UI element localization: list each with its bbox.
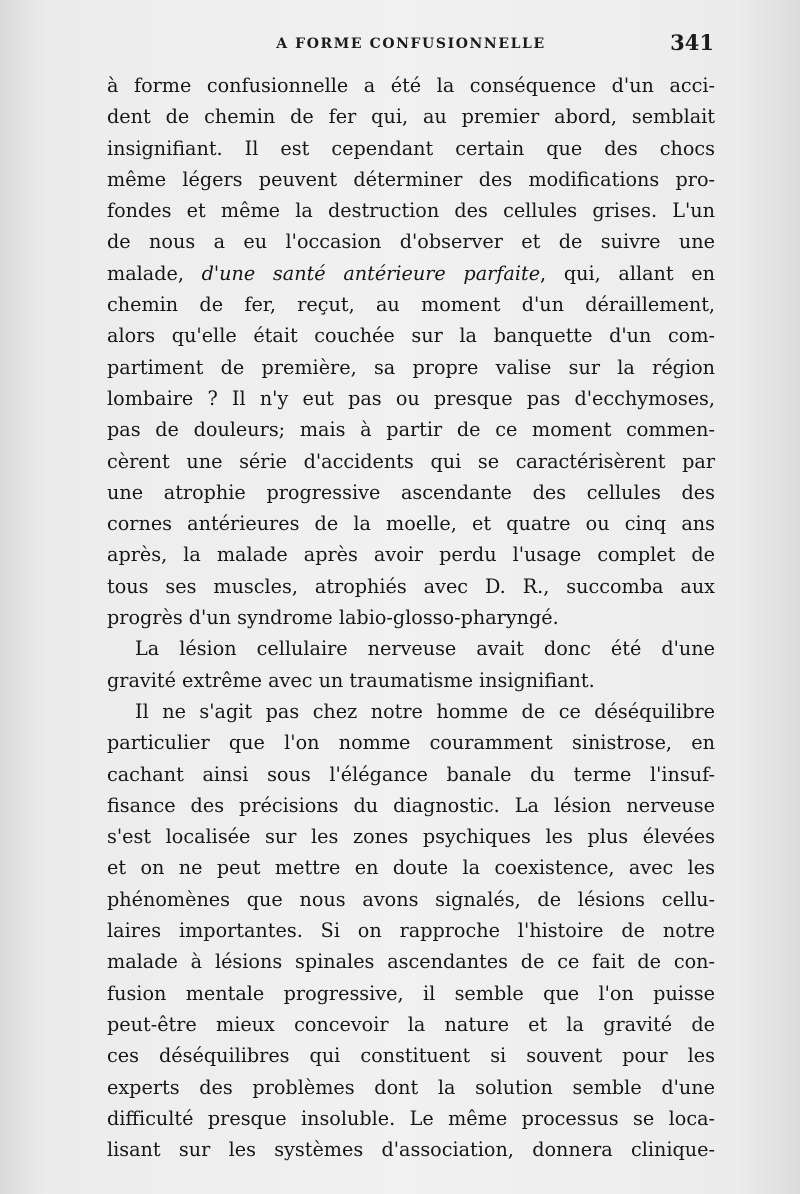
running-title: A FORME CONFUSIONNELLE xyxy=(276,36,546,52)
text-line: Il ne s'agit pas chez notre homme de ce déséquilibre xyxy=(135,699,715,723)
text-line: alors qu'elle était couchée sur la banquette d'un com- xyxy=(107,324,715,348)
text-line: progrès d'un syndrome labio-glosso-pharyngé. xyxy=(107,606,559,630)
text-line: pas de douleurs; mais à partir de ce moment commen- xyxy=(107,418,715,442)
text-line: cèrent une série d'accidents qui se caractérisèrent par xyxy=(107,449,715,473)
page-number: 341 xyxy=(670,30,714,55)
text-segment: , qui, allant en xyxy=(540,261,715,285)
text-line: gravité extrême avec un traumatisme insignifiant. xyxy=(107,668,595,692)
text-line: chemin de fer, reçut, au moment d'un déraillement, xyxy=(107,293,715,317)
text-line: fusion mentale progressive, il semble que l'on puisse xyxy=(107,981,715,1005)
body-text xyxy=(107,70,715,1165)
text-line: de nous a eu l'occasion d'observer et de suivre une xyxy=(107,230,715,254)
text-line: à forme confusionnelle a été la conséquence d'un acci- xyxy=(107,74,715,97)
running-head xyxy=(108,30,714,60)
text-line: difficulté presque insoluble. Le même processus se loca- xyxy=(107,1106,715,1130)
text-line: une atrophie progressive ascendante des cellules des xyxy=(107,480,715,504)
text-line: fondes et même la destruction des cellules grises. L'un xyxy=(107,199,715,223)
text-line: cornes antérieures de la moelle, et quatre ou cinq ans xyxy=(107,512,715,536)
text-line: lombaire ? Il n'y eut pas ou presque pas d'ecchymoses, xyxy=(107,386,715,410)
text-line: ces déséquilibres qui constituent si souvent pour les xyxy=(107,1044,715,1068)
text-line: lisant sur les systèmes d'association, donnera clinique- xyxy=(107,1138,715,1162)
text-line: partiment de première, sa propre valise sur la région xyxy=(107,355,715,379)
text-line: peut-être mieux concevoir la nature et la gravité de xyxy=(107,1012,715,1036)
text-segment: malade, xyxy=(107,261,202,285)
text-line: malade à lésions spinales ascendantes de ce fait de con- xyxy=(107,950,715,974)
text-line: phénomènes que nous avons signalés, de lésions cellu- xyxy=(107,887,715,911)
text-line: dent de chemin de fer qui, au premier abord, semblait xyxy=(107,105,715,129)
text-line: s'est localisée sur les zones psychiques les plus élevées xyxy=(107,825,715,849)
text-line: La lésion cellulaire nerveuse avait donc été d'une xyxy=(135,637,715,661)
text-line: tous ses muscles, atrophiés avec D. R., succomba aux xyxy=(107,574,715,598)
text-line: cachant ainsi sous l'élégance banale du terme l'insuf- xyxy=(107,762,715,786)
text-line: laires importantes. Si on rapproche l'histoire de notre xyxy=(107,919,715,943)
text-line: experts des problèmes dont la solution semble d'une xyxy=(107,1075,715,1099)
text-line: même légers peuvent déterminer des modifications pro- xyxy=(107,167,715,191)
text-line: fisance des précisions du diagnostic. La lésion nerveuse xyxy=(107,793,715,817)
text-line: après, la malade après avoir perdu l'usage complet de xyxy=(107,543,715,567)
text-line: particulier que l'on nomme couramment sinistrose, en xyxy=(107,731,715,755)
text-line: insignifiant. Il est cependant certain que des chocs xyxy=(107,136,715,160)
italic-phrase: d'une santé antérieure parfaite xyxy=(201,261,541,285)
text-line xyxy=(107,258,715,289)
text-line: et on ne peut mettre en doute la coexistence, avec les xyxy=(107,856,715,880)
